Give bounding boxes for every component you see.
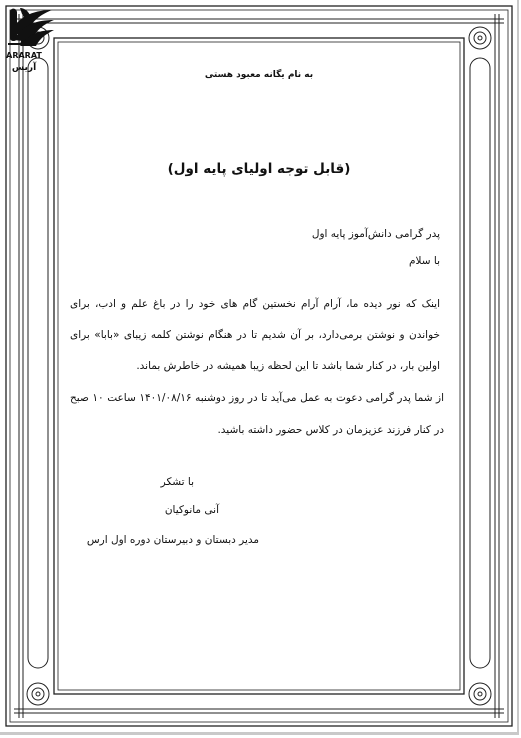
- salutation: پدر گرامی دانش‌آموز پایه اول: [311, 228, 440, 240]
- body-paragraph-1: اینک که نور دیده ما، آرام آرام نخستین گام های خود را در باغ علم و ادب، برای خواندن و نوشتن برمی‌دارد، بر آن شدیم تا در هنگام نوشتن کلمه زیبای «بابا» برای اولین بار، در کنار شما باشد تا این لحظه زیبا همیشه در خاطرش بماند.: [70, 298, 440, 372]
- svg-text:آریس: آریس: [11, 63, 37, 73]
- signatory-role: مدیر دبستان و دبیرستان دوره اول ارس: [86, 534, 259, 546]
- letter-title: (قابل توجه اولیای پایه اول): [167, 161, 351, 177]
- document-page: [4, 4, 514, 728]
- signatory-name: آنی مانوکیان: [164, 504, 219, 516]
- svg-text:ARARAT: ARARAT: [6, 51, 42, 60]
- basmala-header: به نام یگانه معبود هستی: [204, 70, 314, 80]
- greeting: با سلام: [408, 255, 440, 267]
- emblem-logo-right: [4, 4, 58, 46]
- body-paragraph-2: از شما پدر گرامی دعوت به عمل می‌آید تا در روز دوشنبه ۱۴۰۱/۰۸/۱۶ ساعت ۱۰ صبح در کنار فرزند عزیزمان در کلاس حضور داشته باشید.: [70, 392, 445, 436]
- closing-text: با تشکر: [160, 476, 194, 488]
